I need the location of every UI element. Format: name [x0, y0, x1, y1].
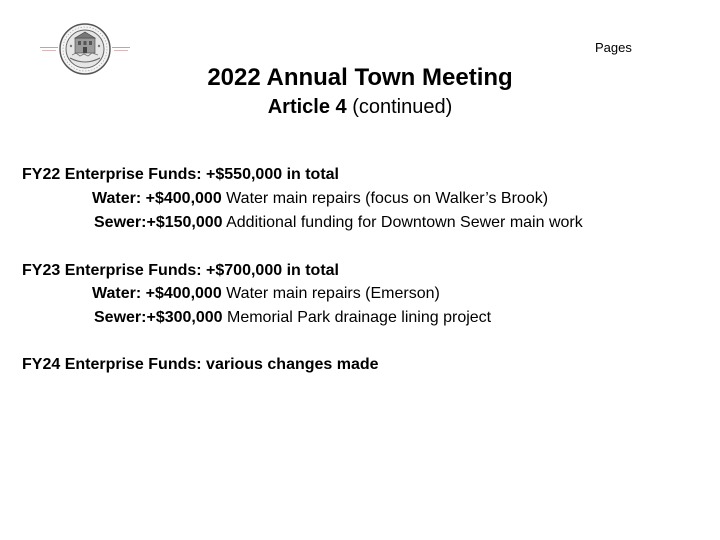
seal-left-rule — [40, 47, 58, 48]
seal-left-rule-2 — [42, 50, 56, 51]
fy23-water-label: Water: +$400,000 — [92, 285, 222, 302]
fy22-sewer-text: Additional funding for Downtown Sewer main work — [222, 214, 583, 231]
fy23-heading: FY23 Enterprise Funds: +$700,000 in total — [22, 262, 339, 279]
page-subtitle — [0, 96, 720, 119]
fy23-sewer-line — [94, 309, 491, 327]
fy22-sewer-label: Sewer:+$150,000 — [94, 214, 223, 231]
seal-right-rule-2 — [114, 50, 128, 51]
pages-label: Pages — [595, 40, 632, 55]
fy23-water-text: Water main repairs (Emerson) — [221, 285, 440, 302]
fy23-sewer-text: Memorial Park drainage lining project — [222, 309, 492, 326]
article-suffix: (continued) — [346, 96, 453, 118]
fy23-sewer-label: Sewer:+$300,000 — [94, 309, 223, 326]
page-title: 2022 Annual Town Meeting — [207, 64, 513, 91]
fy22-sewer-line — [94, 214, 583, 232]
seal-right-rule — [112, 47, 130, 48]
fy23-water-line — [92, 285, 440, 303]
article-label: Article 4 — [267, 96, 347, 118]
fy24-heading: FY24 Enterprise Funds: various changes made — [22, 356, 379, 373]
fy22-water-label: Water: +$400,000 — [92, 190, 222, 207]
fy22-heading: FY22 Enterprise Funds: +$550,000 in total — [22, 166, 339, 183]
fy22-water-line — [92, 190, 548, 208]
fy22-water-text: Water main repairs (focus on Walker’s Brook) — [221, 190, 549, 207]
